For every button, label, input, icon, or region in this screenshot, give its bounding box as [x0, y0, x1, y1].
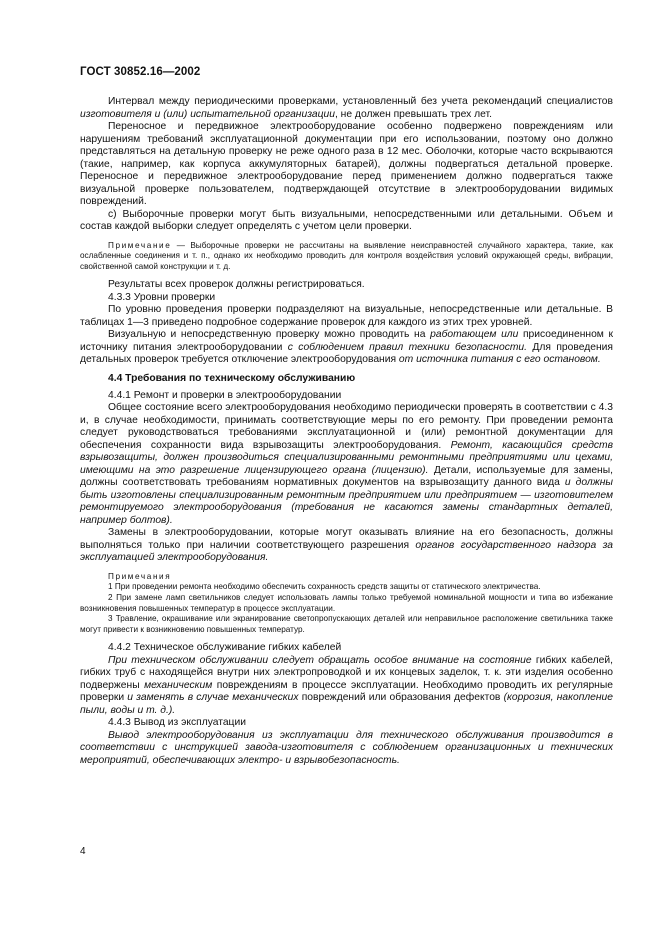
paragraph-check-levels: По уровню проведения проверки подразделяют на визуальные, непосредственные или детальные. В таблицах 1—3 приведено подробное содержание проверок для каждого из этих трех уровней.	[80, 304, 613, 328]
paragraph-visual-checks: Визуальную и непосредственную проверку можно проводить на работающем или присоединенном к источнику питания электрооборудовании с соблюдением правил техники безопасности. Для проведения детальных проверок требуется отключение электрооборудования от источника питания с его остановом.	[80, 329, 614, 366]
note-sample-checks: Примечание — Выборочные проверки не рассчитаны на выявление неисправностей случайного характера, такие, как ослабленные соединения и т. п., однако их необходимо проводить для контроля воздействия условий окружающей среды, вибрации, свойственной самой конструкции и т. д.	[80, 240, 613, 271]
paragraph-interval: Интервал между периодическими проверками, установленный без учета рекомендаций специалистов изготовителя и (или) испытательной организации, не должен превышать трех лет.	[80, 96, 613, 120]
paragraph-portable-equipment: Переносное и передвижное электрооборудование особенно подвержено повреждениям или нарушениям требований эксплуатационной документации при его использовании, поэтому оно должно представляться на детальную проверку не реже одного раза в 12 мес. Оболочки, которые часто вскрываются (такие, например, как корпуса аккумуляторных батарей), должны подвергаться детальной проверке. Переносное и передвижное электрооборудование перед применением должно подвергаться также визуальной проверке пользователем, подтверждающей отсутствие в электрооборудовании видимых повреждений.	[80, 121, 613, 207]
note-item-2: 2 При замене ламп светильников следует использовать лампы только требуемой номинальной мощности и типа во избежание возникновения повышенных температур в процессе эксплуатации.	[80, 592, 613, 613]
page-body	[80, 96, 613, 767]
paragraph-flexible-cables: При техническом обслуживании следует обращать особое внимание на состояние гибких кабелей, гибких труб с находящейся внутри них электропроводкой и их концевых заделок, т. к. эти изделия особенно подвержены механическим повреждениям в процессе эксплуатации. Необходимо проводить их регулярные проверки и заменять в случае механических повреждений или образования дефектов (коррозия, накопление пыли, воды и т. д.).	[80, 654, 614, 716]
paragraph-sample-checks: c) Выборочные проверки могут быть визуальными, непосредственными или детальными. Объем и состав каждой выборки следует определять с учетом цели проверки.	[80, 208, 613, 232]
section-4-4-heading: 4.4 Требования по техническому обслуживанию	[108, 372, 356, 384]
paragraph-replacements: Замены в электрооборудовании, которые могут оказывать влияние на его безопасность, должны выполняться только при наличии соответствующего разрешения органов государственного надзора за эксплуатацией электрооборудования.	[80, 527, 613, 564]
page-number: 4	[80, 846, 86, 857]
paragraph-repair: Общее состояние всего электрооборудования необходимо периодически проверять в соответствии с 4.3 и, в случае необходимости, принимать соответствующие меры по его ремонту. При проведении ремонта следует руководствоваться требованиями эксплуатационной и (или) ремонтной документации для обеспечения сохранности вида взрывозащиты электрооборудования. Ремонт, касающийся средств взрывозащиты, должен производиться специализированными ремонтными предприятиями или цехами, имеющими на это разрешение лицензирующего органа (лицензию). Детали, используемые для замены, должны соответствовать требованиям нормативных документов на взрывозащиту данного вида и должны быть изготовлены специализированным ремонтным предприятием или предприятием — изготовителем ремонтируемого электрооборудования (требования не касаются замены стандартных деталей, например болтов).	[80, 402, 613, 526]
note-item-3: 3 Травление, окрашивание или экранирование светопропускающих деталей или неправильное расположение светильника также могут привести к возникновению повышенных температур.	[80, 614, 613, 634]
paragraph-decommission: Вывод электрооборудования из эксплуатации для технического обслуживания производится в соответствии с инструкцией завода-изготовителя с соблюдением организационных и технических мероприятий, обеспечивающих электро- и взрывобезопасность.	[80, 729, 613, 766]
subsection-4-4-3: 4.4.3 Вывод из эксплуатации	[108, 717, 246, 729]
paragraph-results: Результаты всех проверок должны регистрироваться.	[108, 279, 365, 291]
note-item-1: 1 При проведении ремонта необходимо обеспечить сохранность средств защиты от статического электричества.	[108, 582, 541, 592]
subsection-4-4-1: 4.4.1 Ремонт и проверки в электрооборудовании	[108, 389, 342, 401]
subsection-4-3-3: 4.3.3 Уровни проверки	[108, 291, 216, 303]
document-header: ГОСТ 30852.16—2002	[80, 66, 201, 78]
notes-title: Примечания	[108, 571, 172, 581]
subsection-4-4-2: 4.4.2 Техническое обслуживание гибких кабелей	[108, 642, 342, 654]
